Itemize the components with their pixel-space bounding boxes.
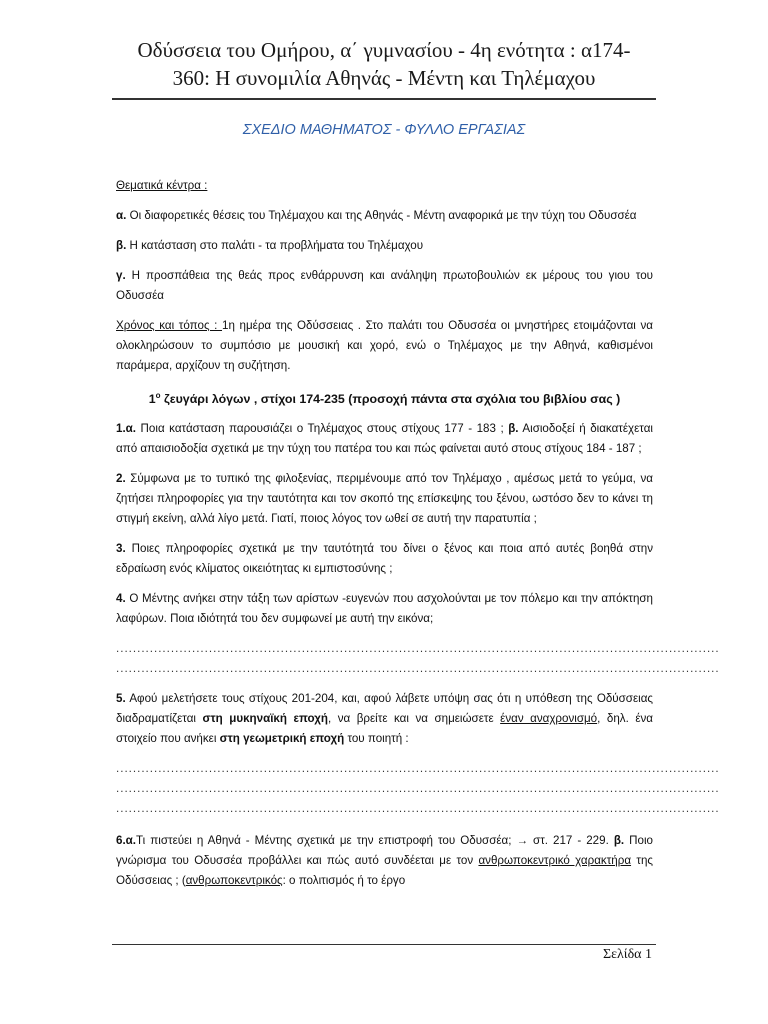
time-place-paragraph: Χρόνος και τόπος : 1η ημέρα της Οδύσσειας . Στο παλάτι του Οδυσσέα οι μνηστήρες ετοιμάζονται να ολοκληρώσουν το συμπόσιο με μουσική και χορό, ενώ ο Τηλέμαχος με την Αθηνά, καθισμένοι παράμερα, αρχίζουν τη συζήτηση. [116,319,653,372]
question-6: 6.α.Τι πιστεύει η Αθηνά - Μέντης σχετικά με την επιστροφή του Οδυσσέα; → στ. 217 - 229. β. Ποιο γνώρισμα του Οδυσσέα προβάλλει και πώς αυτό συνδέεται με τον ανθρωποκεντρικό χαρακτήρα της Οδύσσειας ; (ανθρωποκεντρικός: ο πολιτισμός ή το έργο [116,834,654,888]
header-title-line2: 360: Η συνομιλία Αθηνάς - Μέντη και Τηλέμαχου [172,66,596,90]
thematic-item-a: α. Οι διαφορετικές θέσεις του Τηλέμαχου και της Αθηνάς - Μέντη αναφορικά με την τύχη του Οδυσσέα [116,209,637,222]
section-heading: $1^o$ ζευγάρι λόγων , στίχοι 174-235 (προσοχή πάντα στα σχόλια του βιβλίου σας ) [148,391,621,407]
header-title-line1: Οδύσσεια του Ομήρου, α΄ γυμνασίου - 4η ενότητα : α174- [137,38,631,62]
thematic-item-c: γ. Η προσπάθεια της θεάς προς ενθάρρυνση και ανάληψη πρωτοβουλιών εκ μέρους του γιου του Οδυσσέα [116,269,653,302]
document-body [116,176,720,891]
document-header [110,36,658,92]
header-divider [112,98,656,100]
question-1: 1.α. Ποια κατάσταση παρουσιάζει ο Τηλέμαχος στους στίχους 177 - 183 ; β. Αισιοδοξεί ή διακατέχεται από απαισιοδοξία σχετικά με την τύχη του πατέρα του και πώς φαίνεται αυτό στους στίχους 184 - 187 ; [116,422,653,456]
answer-line: ............................................................................................................................................... [116,782,720,796]
time-place-label: Χρόνος και τόπος : [116,319,223,332]
thematic-item-b: β. Η κατάσταση στο παλάτι - τα προβλήματα του Τηλέμαχου [116,239,424,252]
footer-divider [112,944,656,945]
answer-line: ............................................................................................................................................... [116,802,720,816]
arrow-icon: → [516,834,529,848]
question-4: 4. Ο Μέντης ανήκει στην τάξη των αρίστων -ευγενών που ασχολούνται με τον πόλεμο και την απόκτηση λαφύρων. Ποια ιδιότητά του δεν συμφωνεί με αυτή την εικόνα; [116,592,653,626]
question-2: 2. Σύμφωνα με το τυπικό της φιλοξενίας, περιμένουμε από τον Τηλέμαχο , αμέσως μετά το γεύμα, να ζητήσει πληροφορίες για την ταυτότητα και τον σκοπό της επίσκεψης του ξένου, ωστόσο δεν το κάνει τη στιγμή εκείνη, αλλά λίγο μετά. Γιατί, ποιος λόγος τον ωθεί σε αυτή την παρατυπία ; [116,472,653,526]
question-3: 3. Ποιες πληροφορίες σχετικά με την ταυτότητά του δίνει ο ξένος και ποια από αυτές βοηθά στην εδραίωση ενός κλίματος οικειότητας κι εμπιστοσύνης ; [116,542,653,576]
thematic-heading: Θεματικά κέντρα : [116,179,208,192]
question-5: 5. Αφού μελετήσετε τους στίχους 201-204, και, αφού λάβετε υπόψη σας ότι η υπόθεση της Οδύσσειας διαδραματίζεται στη μυκηναϊκή εποχή, να βρείτε και να σημειώσετε έναν αναχρονισμό, δηλ. ένα στοιχείο που ανήκει στη γεωμετρική εποχή του ποιητή : [116,692,653,746]
answer-line: ............................................................................................................................................... [116,662,720,676]
page-number: Σελίδα 1 [602,947,652,962]
answer-line: ............................................................................................................................................... [116,762,720,776]
worksheet-subtitle: ΣΧΕΔΙΟ ΜΑΘΗΜΑΤΟΣ - ΦΥΛΛΟ ΕΡΓΑΣΙΑΣ [242,122,526,138]
answer-line: ............................................................................................................................................... [116,642,720,656]
